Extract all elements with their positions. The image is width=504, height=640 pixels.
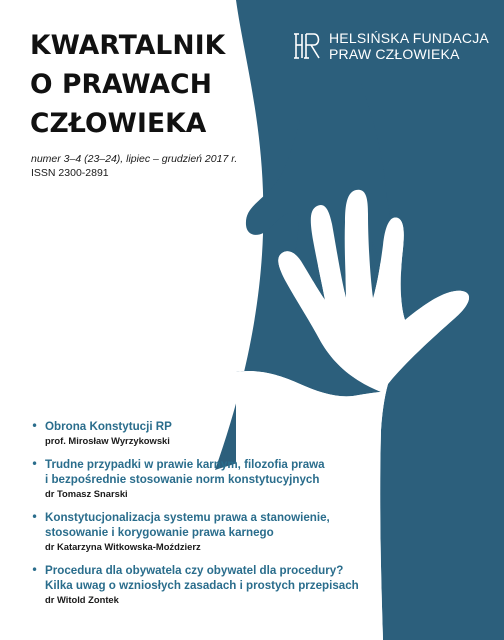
journal-title-line-1: KWARTALNIK <box>30 30 226 61</box>
article-title: stosowanie i korygowanie prawa karnego <box>45 526 274 539</box>
article-author: dr Witold Zontek <box>45 594 119 605</box>
issn: ISSN 2300-2891 <box>31 167 109 179</box>
publisher-name-line-2: PRAW CZŁOWIEKA <box>329 46 460 62</box>
bullet-icon: • <box>31 457 39 471</box>
journal-title-line-3: CZŁOWIEKA <box>30 108 207 139</box>
journal-title <box>30 26 225 143</box>
bullet-icon: • <box>31 563 39 577</box>
toc-item <box>31 419 361 448</box>
article-title: Obrona Konstytucji RP <box>45 420 172 433</box>
article-author: prof. Mirosław Wyrzykowski <box>45 435 170 446</box>
publisher-name-line-1: HELSIŃSKA FUNDACJA <box>329 30 489 46</box>
publisher-name <box>329 30 489 62</box>
article-author: dr Tomasz Snarski <box>45 488 128 499</box>
issue-info <box>31 152 237 180</box>
issue-number: numer 3–4 (23–24), lipiec – grudzień 2017 r. <box>31 153 238 165</box>
table-of-contents <box>31 419 361 616</box>
bullet-icon: • <box>31 419 39 433</box>
toc-item <box>31 457 361 501</box>
article-author: dr Katarzyna Witkowska-Moździerz <box>45 541 201 552</box>
toc-item <box>31 563 361 607</box>
hfhr-monogram-icon <box>292 30 324 62</box>
bullet-icon: • <box>31 510 39 524</box>
toc-item <box>31 510 361 554</box>
article-title: Procedura dla obywatela czy obywatel dla procedury? <box>45 564 344 577</box>
journal-title-line-2: O PRAWACH <box>30 69 212 100</box>
article-title: Trudne przypadki w prawie karnym, filozofia prawa <box>45 458 325 471</box>
article-title: i bezpośrednie stosowanie norm konstytucyjnych <box>45 473 320 486</box>
article-title: Konstytucjonalizacja systemu prawa a stanowienie, <box>45 511 330 524</box>
article-title: Kilka uwag o wzniosłych zasadach i prostych przepisach <box>45 579 359 592</box>
